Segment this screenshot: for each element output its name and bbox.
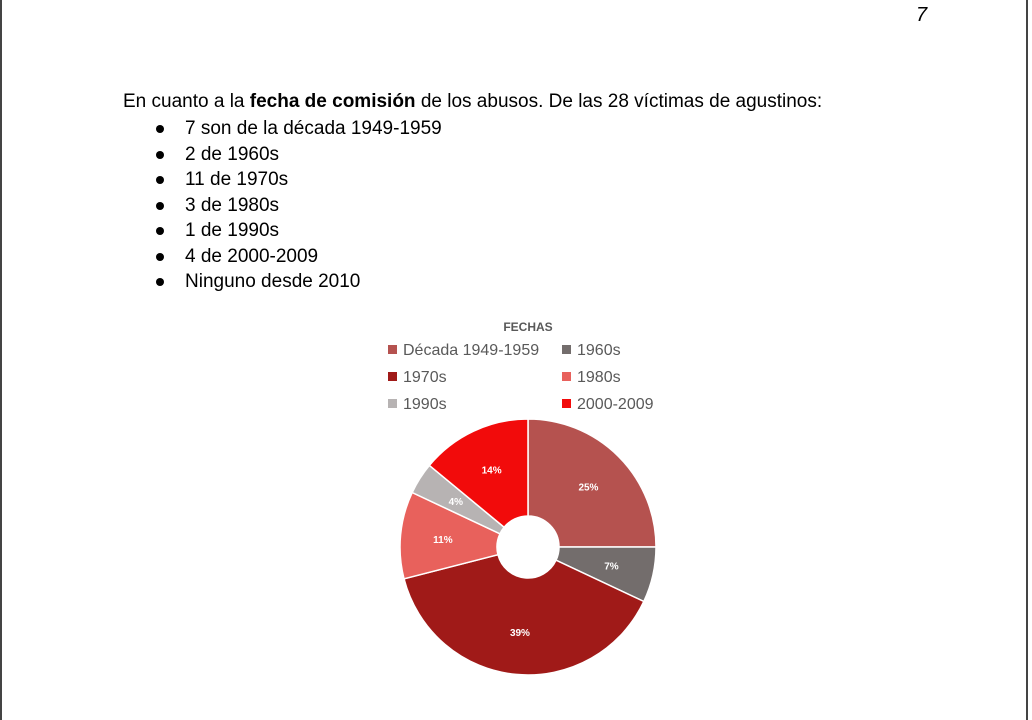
legend-label: 1990s — [403, 396, 447, 413]
page-number: 7 — [916, 4, 928, 26]
bullet-text: 2 de 1960s — [185, 143, 280, 165]
bullet-text: 3 de 1980s — [185, 194, 280, 216]
legend-label: 1970s — [403, 369, 447, 386]
bullet-text: 4 de 2000-2009 — [185, 245, 319, 267]
bullet-text: Ninguno desde 2010 — [185, 271, 361, 292]
bullet-text: 7 son de la década 1949-1959 — [185, 118, 442, 139]
slice-data-label: 11% — [433, 534, 453, 546]
bullet-text: 1 de 1990s — [185, 220, 280, 241]
legend-label: Década 1949-1959 — [403, 342, 540, 359]
slice-data-label: 25% — [578, 482, 599, 494]
legend-label: 1960s — [577, 342, 621, 359]
legend-label: 1980s — [577, 369, 621, 386]
slice-data-label: 39% — [509, 628, 530, 640]
chart-title: FECHAS — [503, 320, 553, 334]
slice-data-label: 14% — [481, 465, 502, 477]
intro-text-before: En cuanto a la — [123, 91, 250, 112]
slice-data-label: 7% — [604, 561, 619, 573]
intro-text-after: de los abusos. De las 28 víctimas de agustinos: — [415, 91, 823, 112]
bullet-text: 11 de 1970s — [185, 169, 289, 190]
slice-data-label: 4% — [448, 497, 464, 509]
legend-label: 2000-2009 — [577, 396, 654, 413]
intro-bold-text: fecha de comisión — [249, 91, 416, 112]
